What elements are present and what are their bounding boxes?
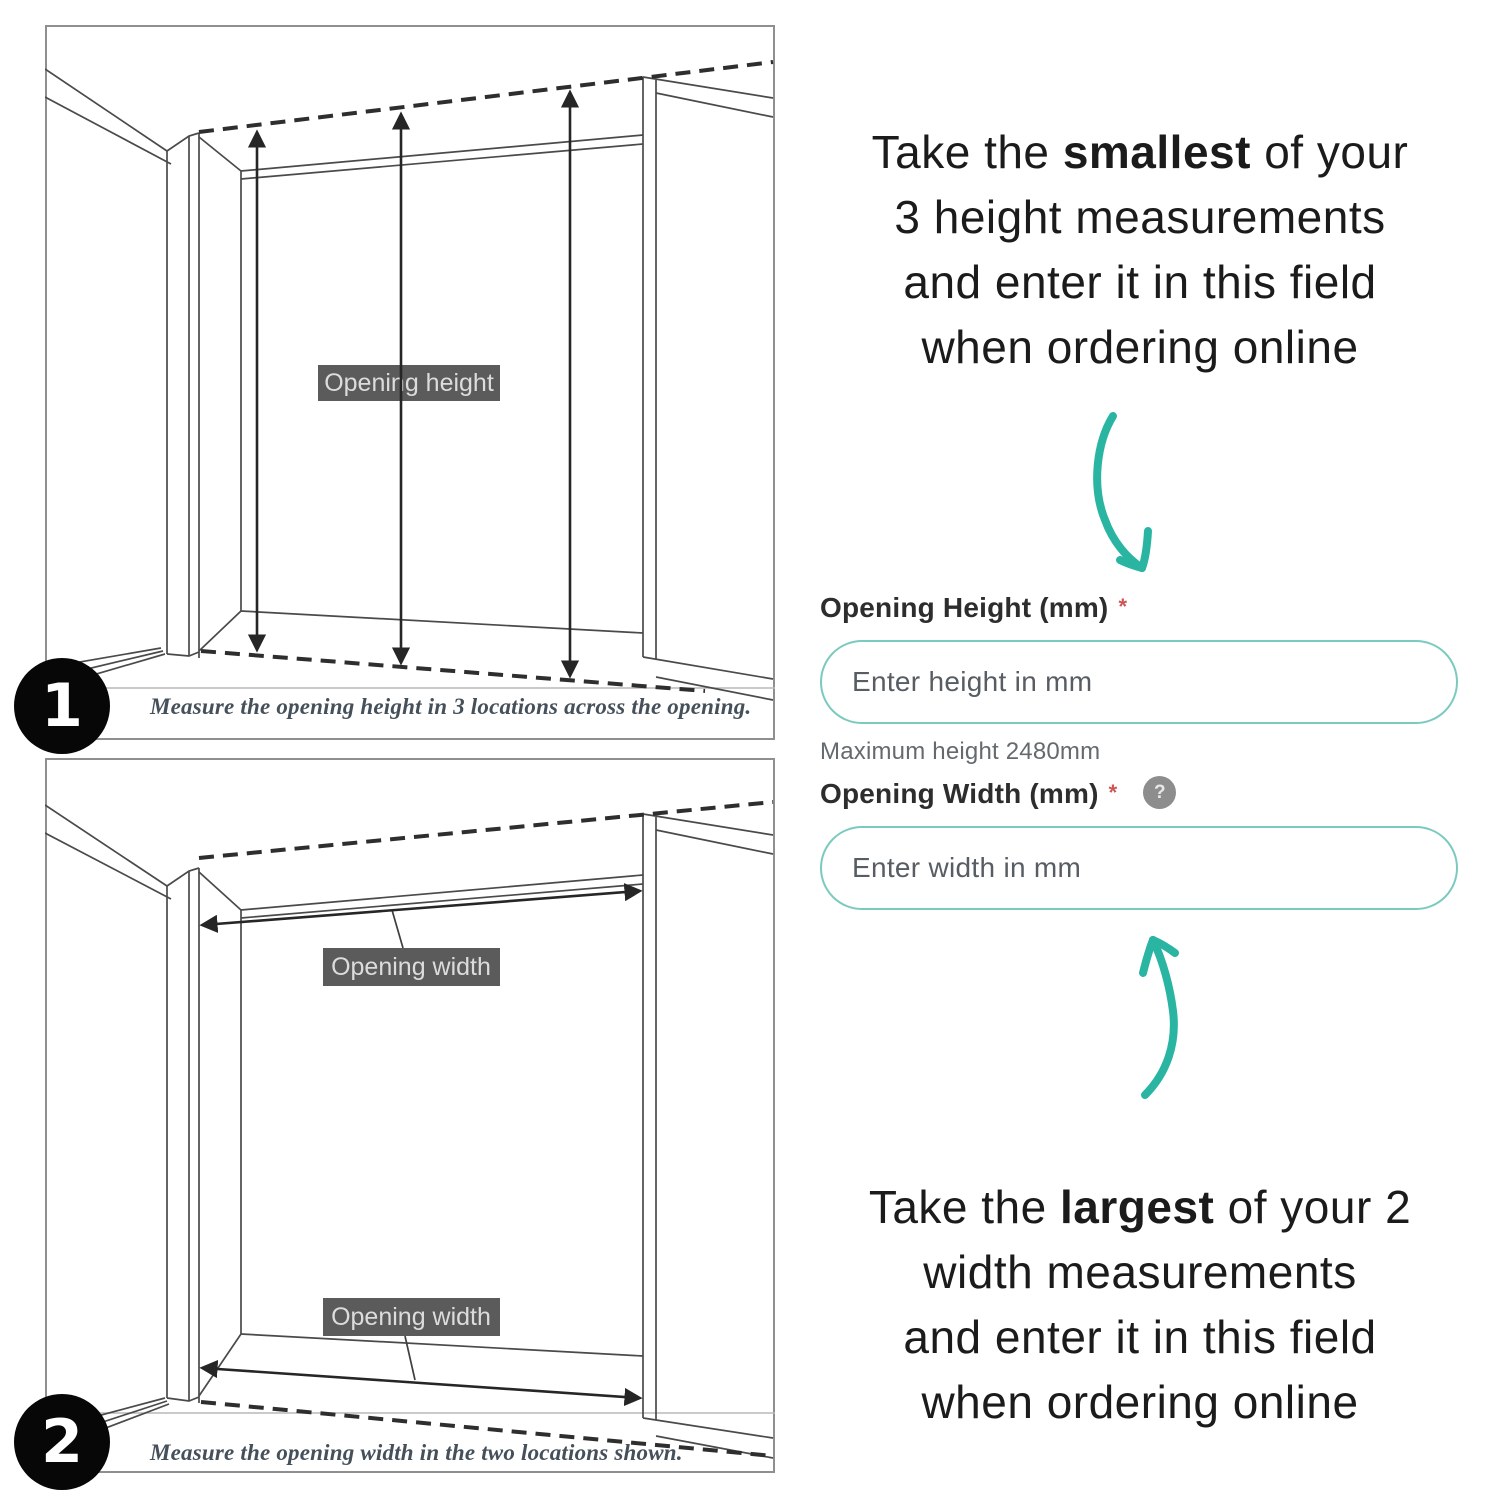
opening-height-diagram	[45, 25, 775, 740]
step2-number: 2	[41, 1407, 83, 1477]
height-instruction-text	[790, 120, 1490, 380]
height-instruction-line2: 3 height measurements	[894, 191, 1386, 243]
step2-badge	[14, 1394, 110, 1490]
opening-width-label-text: Opening Width (mm)	[820, 778, 1099, 809]
room-line-art-2	[45, 805, 773, 1458]
help-icon-glyph: ?	[1154, 781, 1166, 803]
opening-height-field-label	[820, 592, 1127, 624]
width-instruction-line2: width measurements	[923, 1246, 1357, 1298]
height-instruction-line4: when ordering online	[921, 321, 1359, 373]
required-asterisk: *	[1118, 594, 1128, 619]
diagram2-border	[46, 759, 774, 1472]
opening-height-label: Opening height	[324, 369, 494, 397]
opening-width-diagram	[45, 758, 775, 1480]
opening-width-top-label: Opening width	[331, 953, 491, 981]
required-asterisk: *	[1108, 780, 1118, 805]
height-instruction-line3: and enter it in this field	[903, 256, 1377, 308]
opening-height-input[interactable]	[820, 640, 1458, 724]
curved-arrow-down-icon	[1085, 408, 1165, 578]
opening-width-input[interactable]	[820, 826, 1458, 910]
width-instruction-line3: and enter it in this field	[903, 1311, 1377, 1363]
help-icon[interactable]	[1143, 776, 1176, 809]
width-instruction-line4: when ordering online	[921, 1376, 1359, 1428]
step1-badge	[14, 658, 110, 754]
curved-arrow-up-icon	[1133, 935, 1195, 1100]
max-height-helper-text: Maximum height 2480mm	[820, 738, 1101, 765]
width-instruction-text	[790, 1175, 1490, 1435]
step1-caption: Measure the opening height in 3 locations across the opening.	[150, 694, 752, 719]
step1-number: 1	[41, 671, 83, 741]
width-instruction-line1: Take the largest of your 2	[868, 1181, 1412, 1233]
height-instruction-line1: Take the smallest of your	[871, 126, 1409, 178]
opening-height-label-text: Opening Height (mm)	[820, 592, 1109, 623]
step2-caption: Measure the opening width in the two locations shown.	[150, 1440, 683, 1465]
opening-width-bottom-label: Opening width	[331, 1303, 491, 1331]
opening-width-field-label	[820, 778, 1176, 810]
dashed-measure-lines-2	[199, 802, 773, 1456]
